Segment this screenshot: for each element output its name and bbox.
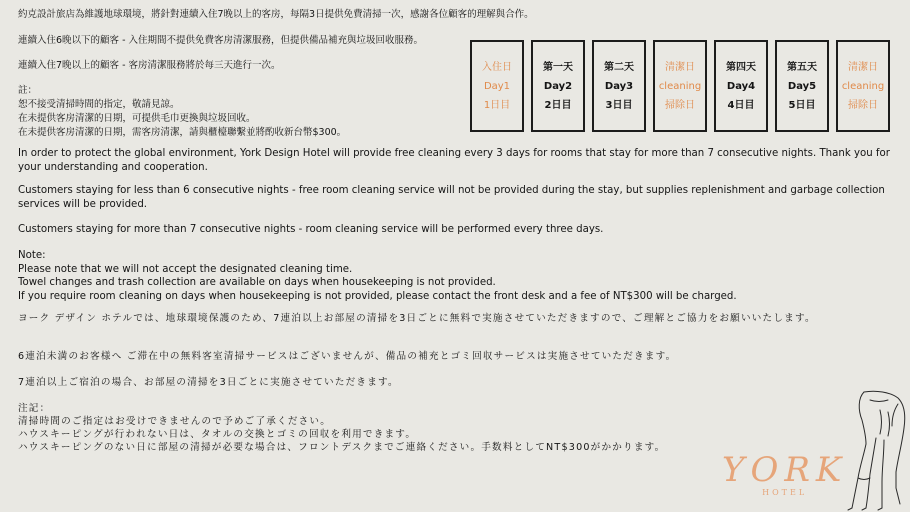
chinese-under6: 連續入住6晚以下的顧客 - 入住期間不提供免費客房清潔服務，但提供備品補充與垃圾回收服務。 (18, 35, 424, 46)
japanese-intro: ヨーク デザイン ホテルでは、地球環境保護のため、7連泊以上お部屋の清掃を3日ごとに無料で実施させていただきますので、ご理解とご協力をお願いいたします。 (18, 313, 816, 324)
chinese-note-item: 在未提供客房清潔的日期，需客房清潔，請與櫃檯聯繫並將酌收新台幣$300。 (18, 127, 347, 138)
chinese-notes (18, 84, 346, 140)
japanese-note-item: ハウスキーピングが行われない日は、タオルの交換とゴミの回収を利用できます。 (18, 429, 417, 440)
schedule-day (714, 40, 768, 132)
schedule-day-jp: 掃除日 (848, 99, 878, 111)
english-note-item: Towel changes and trash collection are available on days when housekeeping is not provided. (18, 277, 496, 288)
hotel-logo (722, 452, 847, 498)
logo-subtitle: HOTEL (762, 488, 808, 497)
schedule-day-zh: 第四天 (726, 61, 756, 73)
schedule-day-zh: 清潔日 (848, 61, 878, 73)
schedule-day-zh: 清潔日 (665, 61, 695, 73)
chinese-note-title: 註： (18, 85, 38, 96)
schedule-day-jp: 3日目 (605, 99, 633, 111)
english-over7: Customers staying for more than 7 consecutive nights - room cleaning service will be performed every three days. (18, 224, 604, 235)
schedule-day-jp: 5日目 (788, 99, 816, 111)
chinese-intro: 約克設計旅店為維護地球環境，將針對連續入住7晚以上的客房，每隔3日提供免費清掃一次，感謝各位顧客的理解與合作。 (18, 9, 534, 20)
schedule-day-zh: 第五天 (787, 61, 817, 73)
schedule-day-en: Day1 (483, 80, 511, 92)
english-under6: Customers staying for less than 6 consecutive nights - free room cleaning service will not be provided during the stay, but supplies replenishment and garbage collection services will be provided. (18, 185, 885, 210)
japanese-under6: 6連泊未満のお客様へ ご滞在中の無料客室清掃サービスはございませんが、備品の補充とゴミ回収サービスは実施させていただきます。 (18, 351, 677, 362)
schedule-day-en: Day4 (726, 80, 756, 92)
schedule-day-en: Day2 (543, 80, 573, 92)
japanese-note-item: ハウスキーピングのない日に部屋の清掃が必要な場合は、フロントデスクまでご連絡ください。手数料としてNT$300がかかります。 (18, 442, 666, 453)
japanese-note-item: 清掃時間のご指定はお受けできませんので予めご了承ください。 (18, 416, 332, 427)
japanese-over7: 7連泊以上ご宿泊の場合、お部屋の清掃を3日ごとに実施させていただきます。 (18, 377, 399, 388)
english-note-item: Please note that we will not accept the designated cleaning time. (18, 263, 353, 275)
schedule-day-jp: 1日目 (483, 99, 511, 111)
english-intro: In order to protect the global environment, York Design Hotel will provide free cleaning every 3 days for rooms that stay for more than 7 consecutive nights. Thank you for your understanding and cooperation. (18, 148, 890, 173)
schedule-day-jp: 2日目 (544, 99, 572, 111)
schedule-day (592, 40, 646, 132)
schedule-day-zh: 入住日 (482, 61, 512, 73)
hand-illustration-icon (836, 388, 910, 512)
chinese-over7: 連續入住7晚以上的顧客 - 客房清潔服務將於每三天進行一次。 (18, 60, 281, 71)
schedule-day-jp: 4日目 (727, 99, 755, 111)
schedule-day (775, 40, 829, 132)
schedule-cleaning-day (653, 40, 707, 132)
schedule-day-en: Day3 (604, 80, 634, 92)
logo-wordmark: YORK (722, 450, 848, 490)
english-notes (18, 249, 898, 303)
english-note-item: If you require room cleaning on days when housekeeping is not provided, please contact the front desk and a fee of NT$300 will be charged. (18, 290, 737, 302)
cleaning-schedule (470, 40, 890, 132)
chinese-note-item: 恕不接受清掃時間的指定，敬請見諒。 (18, 99, 180, 110)
schedule-day-zh: 第二天 (604, 61, 634, 73)
japanese-note-title: 注記： (18, 403, 51, 414)
schedule-day-en: cleaning (658, 80, 702, 92)
schedule-day (470, 40, 524, 132)
chinese-note-item: 在未提供客房清潔的日期，可提供毛巾更換與垃圾回收。 (18, 113, 256, 124)
english-note-title: Note: (18, 250, 46, 261)
schedule-cleaning-day (836, 40, 890, 132)
schedule-day-jp: 掃除日 (665, 99, 695, 111)
schedule-day (531, 40, 585, 132)
schedule-day-en: cleaning (841, 80, 885, 92)
schedule-day-zh: 第一天 (543, 61, 573, 73)
schedule-day-en: Day5 (787, 80, 817, 92)
japanese-notes (18, 402, 665, 454)
